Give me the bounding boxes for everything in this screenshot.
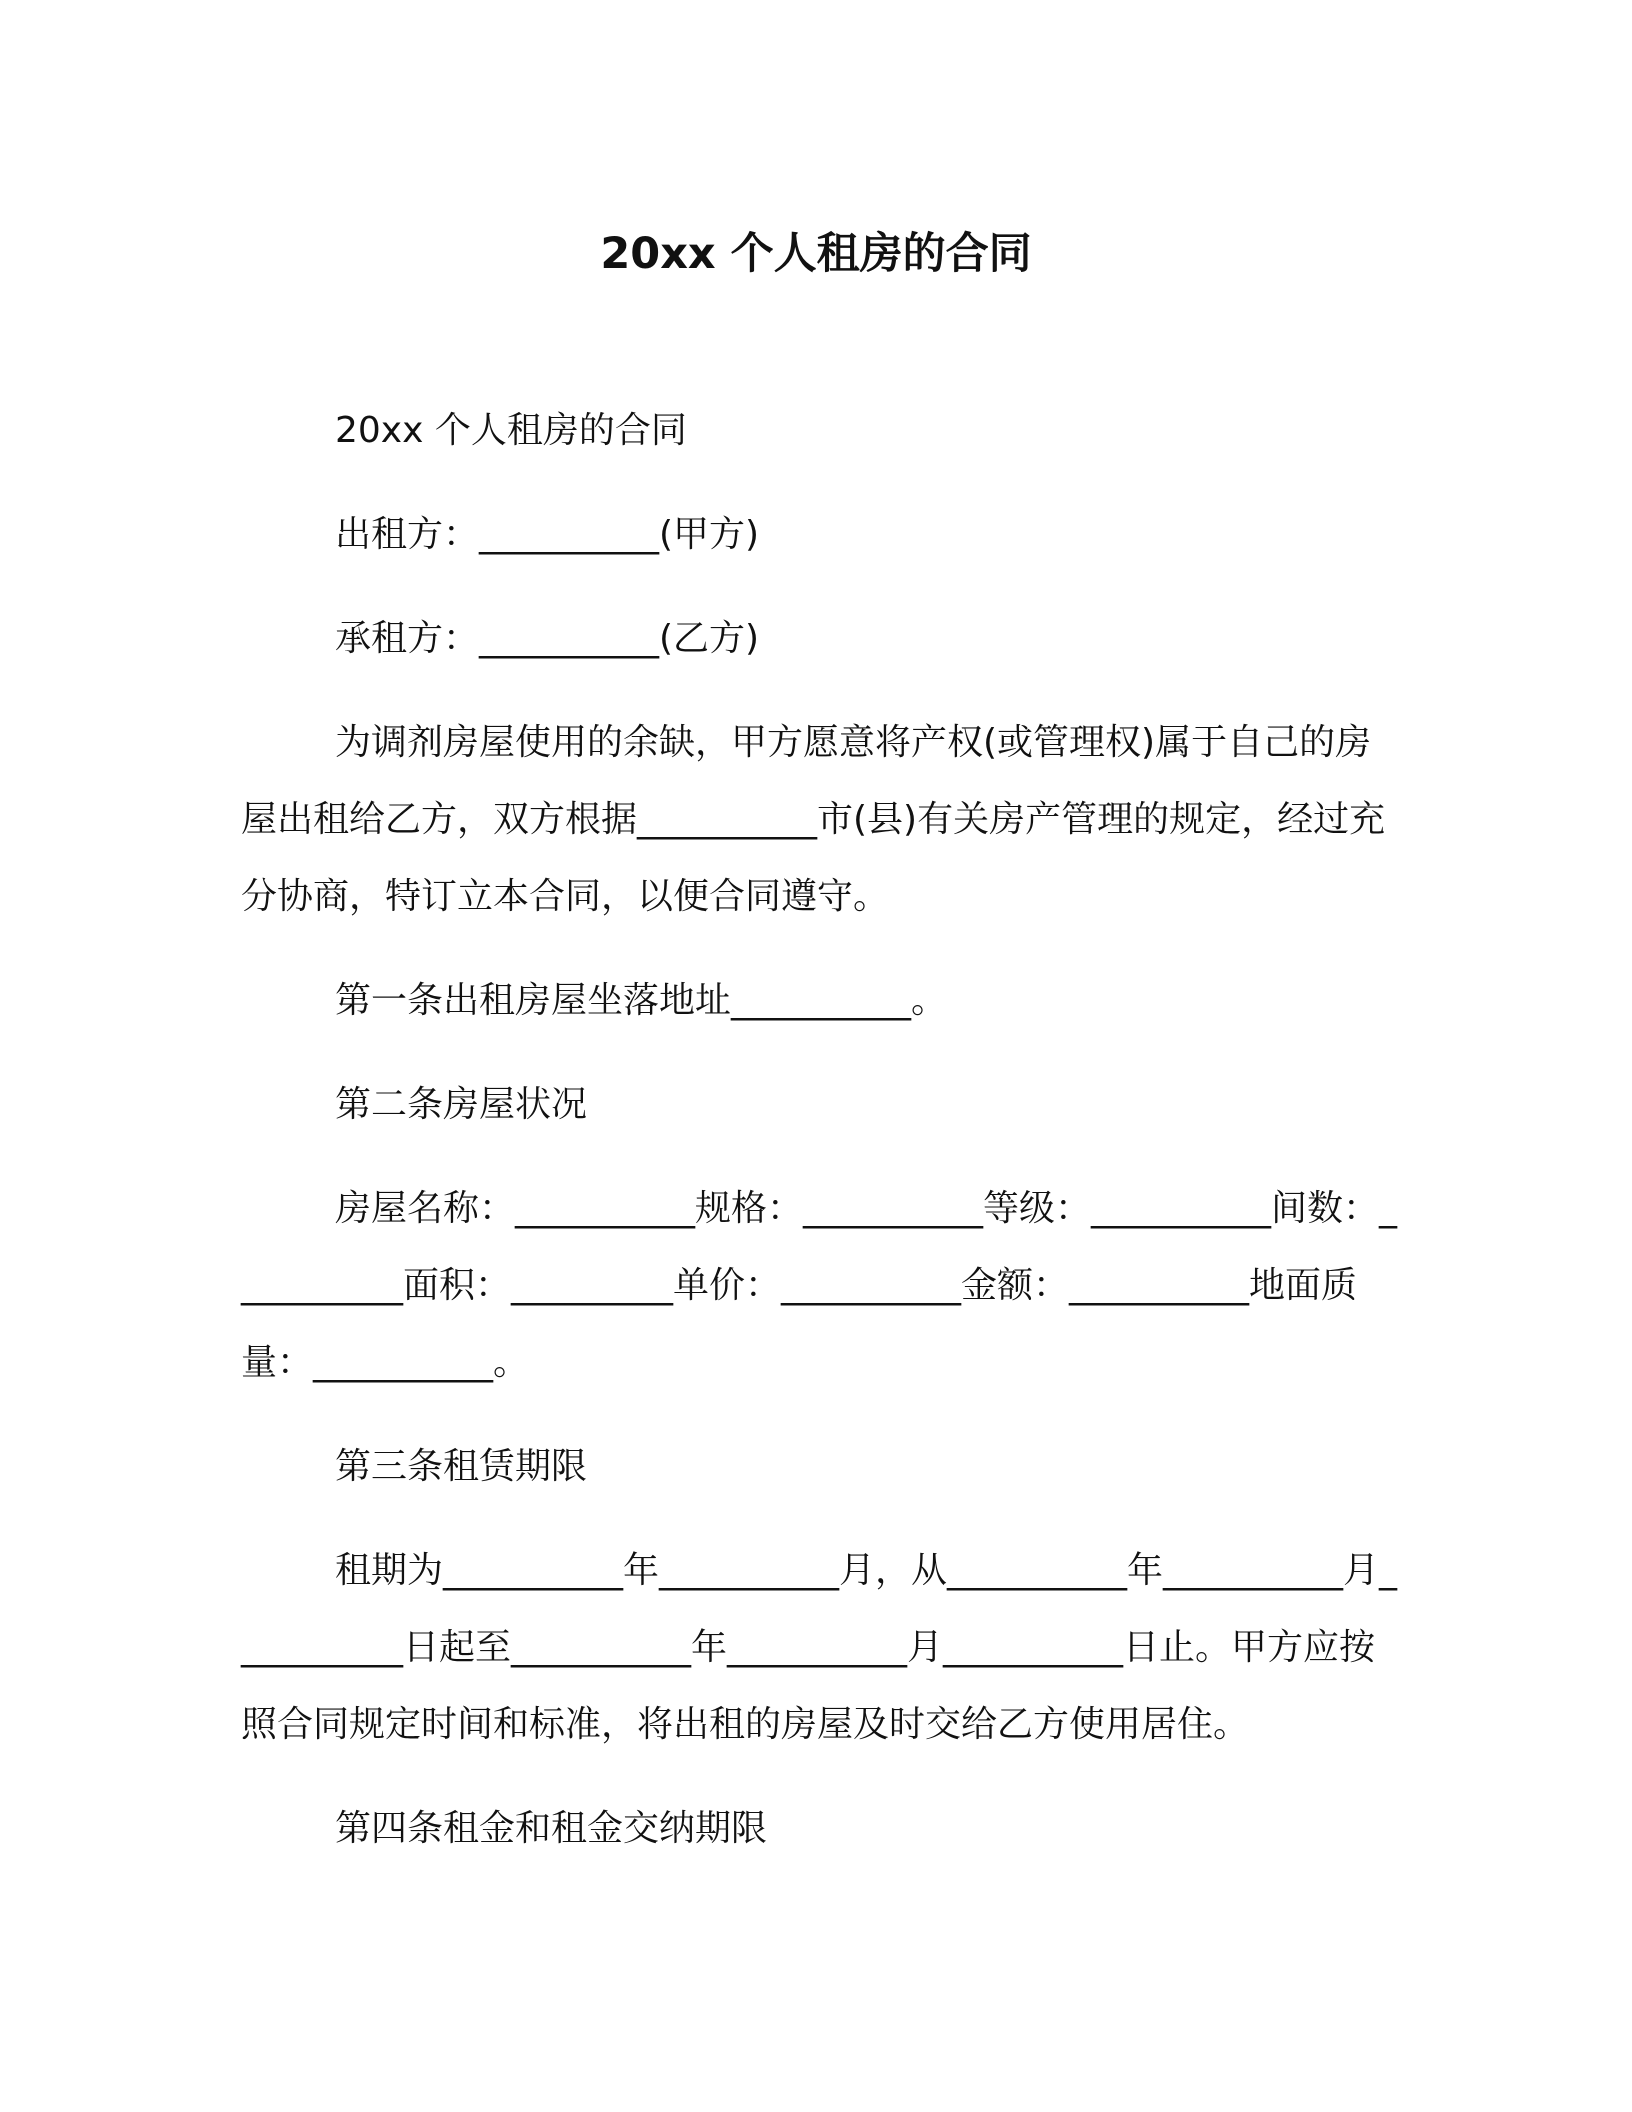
preamble-paragraph: 为调剂房屋使用的余缺，甲方愿意将产权(或管理权)属于自己的房屋出租给乙方，双方根据__________市(县)有关房产管理的规定，经过充分协商，特订立本合同，以便合同遵守。	[241, 722, 1386, 917]
article-2-heading: 第二条房屋状况	[335, 1084, 588, 1125]
article-3-heading: 第三条租赁期限	[335, 1446, 588, 1487]
lease-term-paragraph: 租期为__________年__________月，从__________年__________月__________日起至__________年__________月__________日止。甲方应按照合同规定时间和标准，将出租的房屋及时交给乙方使用居住。	[241, 1550, 1398, 1745]
article-1: 第一条出租房屋坐落地址__________。	[335, 980, 948, 1021]
contract-heading: 20xx 个人租房的合同	[335, 410, 687, 451]
document-title: 20xx 个人租房的合同	[600, 229, 1032, 279]
article-4-heading: 第四条租金和租金交纳期限	[335, 1808, 768, 1849]
lessor-line: 出租方：__________(甲方)	[335, 514, 760, 555]
house-details-paragraph: 房屋名称：__________规格：__________等级：__________间数：__________面积：_________单价：__________金额：__________地面质量：__________。	[241, 1188, 1398, 1383]
document-body	[241, 392, 1397, 1894]
lessee-line: 承租方：__________(乙方)	[335, 618, 760, 659]
